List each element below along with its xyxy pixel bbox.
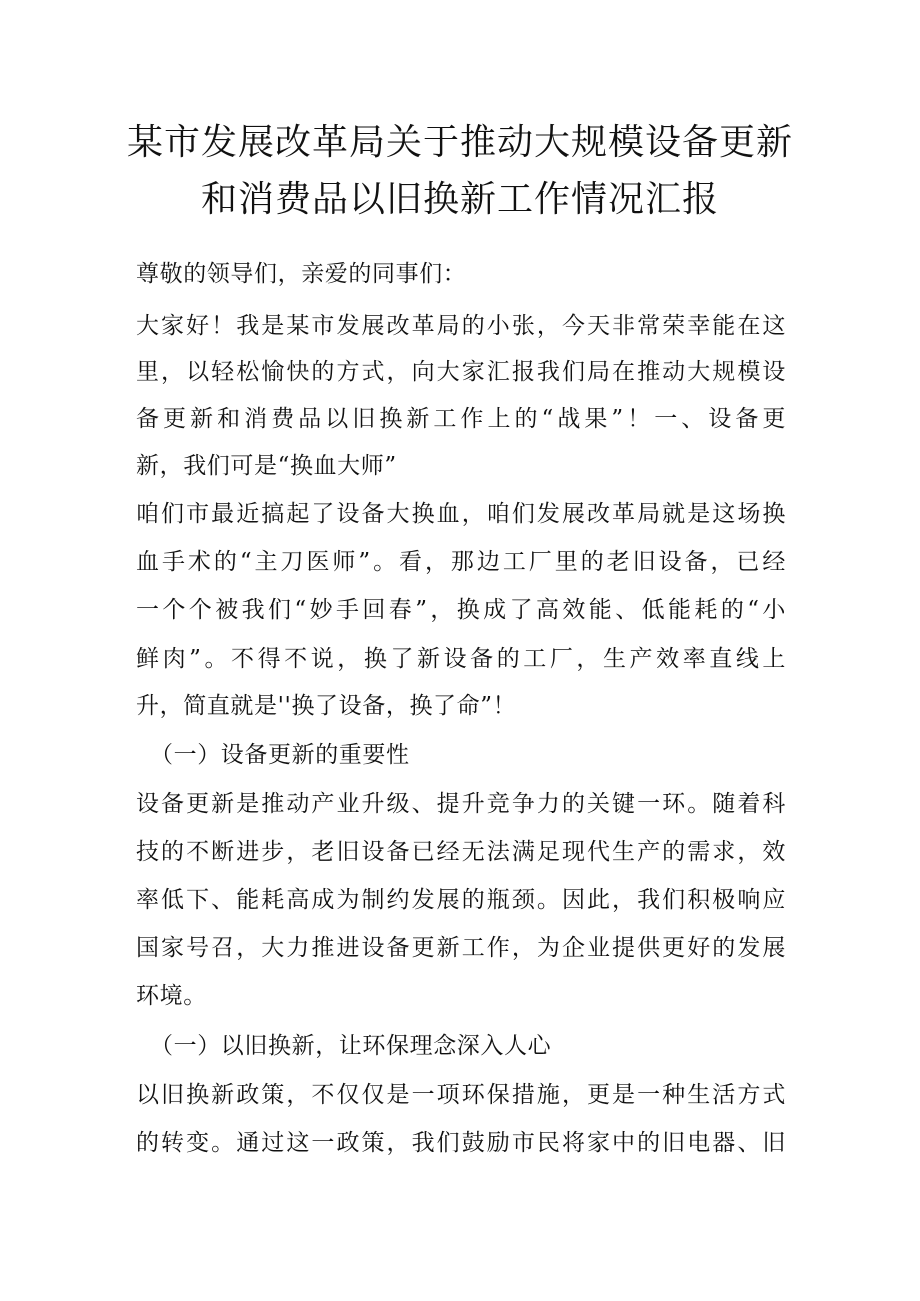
- body-line: 大家好！我是某市发展改革局的小张，今天非常荣幸能在这: [136, 313, 786, 339]
- body-line: 一个个被我们“妙手回春”，换成了高效能、低能耗的“小: [136, 597, 786, 623]
- document-title-line-1: 某市发展改革局关于推动大规模设备更新: [126, 122, 793, 163]
- body-line: 技的不断进步，老旧设备已经无法满足现代生产的需求，效: [136, 839, 786, 865]
- body-line: 的转变。通过这一政策，我们鼓励市民将家中的旧电器、旧: [136, 1130, 786, 1156]
- section-heading: （一）设备更新的重要性: [150, 742, 410, 768]
- body-line: 血手术的“主刀医师”。看，那边工厂里的老旧设备，已经: [136, 549, 786, 575]
- body-line: 里，以轻松愉快的方式，向大家汇报我们局在推动大规模设: [136, 359, 786, 385]
- salutation: 尊敬的领导们，亲爱的同事们：: [136, 261, 467, 287]
- body-line: 咱们市最近搞起了设备大换血，咱们发展改革局就是这场换: [136, 501, 786, 527]
- body-line: 升，简直就是''换了设备，换了命”！: [136, 693, 517, 719]
- body-line: 以旧换新政策，不仅仅是一项环保措施，更是一种生活方式: [136, 1082, 786, 1108]
- body-line: 环境。: [136, 983, 207, 1009]
- body-line: 鲜肉”。不得不说，换了新设备的工厂，生产效率直线上: [136, 646, 786, 672]
- body-line: 备更新和消费品以旧换新工作上的“战果”！一、设备更: [136, 406, 786, 432]
- body-line: 新，我们可是“换血大师”: [136, 453, 397, 479]
- section-heading: （一）以旧换新，让环保理念深入人心: [150, 1033, 552, 1059]
- body-line: 率低下、能耗高成为制约发展的瓶颈。因此，我们积极响应: [136, 887, 786, 913]
- document-title-line-2: 和消费品以旧换新工作情况汇报: [200, 179, 719, 220]
- body-line: 设备更新是推动产业升级、提升竞争力的关键一环。随着科: [136, 791, 786, 817]
- body-line: 国家号召，大力推进设备更新工作，为企业提供更好的发展: [136, 935, 786, 961]
